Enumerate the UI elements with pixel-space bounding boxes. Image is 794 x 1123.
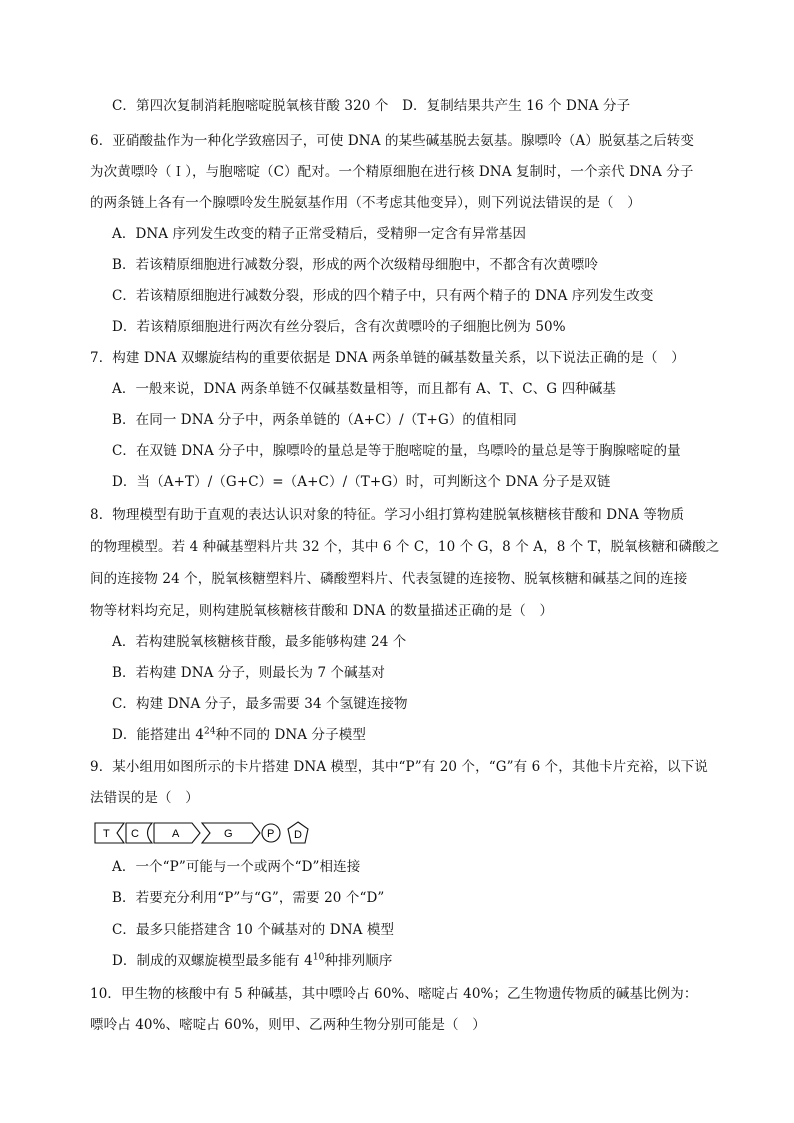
q8-option-a: A．若构建脱氧核糖核苷酸，最多能够构建 24 个 xyxy=(112,634,407,650)
card-a-label: A xyxy=(172,828,180,840)
q8-stem-line-4: 物等材料均充足，则构建脱氧核糖核苷酸和 DNA 的数量描述正确的是（ ） xyxy=(90,603,554,619)
q10-stem-line-2: 嘌呤占 40%、嘧啶占 60%，则甲、乙两种生物分别可能是（ ） xyxy=(90,1017,486,1033)
q6-option-d: D．若该精原细胞进行两次有丝分裂后，含有次黄嘌呤的子细胞比例为 50% xyxy=(112,319,566,335)
q9-option-d-prefix: D．制成的双螺旋模型最多能有 4 xyxy=(112,953,313,969)
q9-option-b: B．若要充分利用“P”与“G”，需要 20 个“D” xyxy=(112,890,385,906)
q9-option-d xyxy=(112,951,392,971)
q7-option-c: C．在双链 DNA 分子中，腺嘌呤的量总是等于胞嘧啶的量，鸟嘌呤的量总是等于胸腺嘧啶的量 xyxy=(112,443,681,459)
q8-option-d-exponent: 24 xyxy=(204,726,216,737)
card-g-label: G xyxy=(224,828,233,840)
q8-stem-line-1: 8．物理模型有助于直观的表达认识对象的特征。学习小组打算构建脱氧核糖核苷酸和 DNA 等物质 xyxy=(90,507,685,523)
q9-option-c: C．最多只能搭建含 10 个碱基对的 DNA 模型 xyxy=(112,922,395,938)
q5-option-cd: C．第四次复制消耗胞嘧啶脱氧核苷酸 320 个 D．复制结果共产生 16 个 DNA 分子 xyxy=(112,98,631,114)
q9-stem-line-1: 9．某小组用如图所示的卡片搭建 DNA 模型，其中“P”有 20 个，“G”有 6 个，其他卡片充裕，以下说 xyxy=(90,759,708,775)
q6-stem-line-3: 的两条链上各有一个腺嘌呤发生脱氨基作用（不考虑其他变异），则下列说法错误的是（ ） xyxy=(90,195,641,211)
card-t xyxy=(95,823,124,843)
q7-option-d: D．当（A+T）/（G+C）=（A+C）/（T+G）时，可判断这个 DNA 分子是双链 xyxy=(112,474,611,490)
card-c-label: C xyxy=(131,828,139,840)
q9-option-a: A．一个“P”可能与一个或两个“D”相连接 xyxy=(112,859,361,875)
q6-option-c: C．若该精原细胞进行减数分裂，形成的四个精子中，只有两个精子的 DNA 序列发生改变 xyxy=(112,288,654,304)
q9-option-d-suffix: 种排列顺序 xyxy=(324,953,393,969)
q7-stem-line-1: 7．构建 DNA 双螺旋结构的重要依据是 DNA 两条单链的碱基数量关系，以下说法正确的是（ ） xyxy=(90,350,685,366)
q9-stem-line-2: 法错误的是（ ） xyxy=(90,790,199,806)
q9-option-d-exponent: 10 xyxy=(312,952,325,963)
q10-stem-line-1: 10．甲生物的核酸中有 5 种碱基，其中嘌呤占 60%、嘧啶占 40%；乙生物遗传物质的碱基比例为： xyxy=(90,986,698,1002)
q6-option-b: B．若该精原细胞进行减数分裂，形成的两个次级精母细胞中，不都含有次黄嘌呤 xyxy=(112,257,599,273)
card-d xyxy=(288,822,308,843)
q6-option-a: A．DNA 序列发生改变的精子正常受精后，受精卵一定含有异常基因 xyxy=(112,226,527,242)
card-c xyxy=(126,823,152,843)
q8-stem-line-3: 间的连接物 24 个，脱氧核糖塑料片、磷酸塑料片、代表氢键的连接物、脱氧核糖和碱基之间的连接 xyxy=(90,571,688,587)
q7-option-a: A．一般来说，DNA 两条单链不仅碱基数量相等，而且都有 A、T、C、G 四种碱基 xyxy=(112,381,616,397)
card-p-label: P xyxy=(267,828,275,840)
q8-option-d-suffix: 种不同的 DNA 分子模型 xyxy=(215,727,366,743)
q6-stem-line-1: 6．亚硝酸盐作为一种化学致癌因子，可使 DNA 的某些碱基脱去氨基。腺嘌呤（A）脱氨基之后转变 xyxy=(90,133,695,149)
card-p xyxy=(262,824,280,842)
q6-stem-line-2: 为次黄嘌呤（Ｉ），与胞嘧啶（C）配对。一个精原细胞在进行核 DNA 复制时，一个亲代 DNA 分子 xyxy=(90,164,694,180)
card-d-label: D xyxy=(294,829,302,841)
q8-option-d-prefix: D．能搭建出 4 xyxy=(112,727,205,743)
card-a xyxy=(154,823,200,843)
q7-option-b: B．在同一 DNA 分子中，两条单链的（A+C）/（T+G）的值相同 xyxy=(112,412,517,428)
q8-stem-line-2: 的物理模型。若 4 种碱基塑料片共 32 个，其中 6 个 C，10 个 G，8 个 A，8 个 T，脱氧核糖和磷酸之 xyxy=(90,539,720,555)
q8-option-b: B．若构建 DNA 分子，则最长为 7 个碱基对 xyxy=(112,665,385,681)
q8-option-c: C．构建 DNA 分子，最多需要 34 个氢键连接物 xyxy=(112,696,408,712)
card-t-label: T xyxy=(103,828,110,840)
q9-card-figure xyxy=(94,820,324,848)
q8-option-d xyxy=(112,725,366,745)
card-g xyxy=(202,823,260,843)
